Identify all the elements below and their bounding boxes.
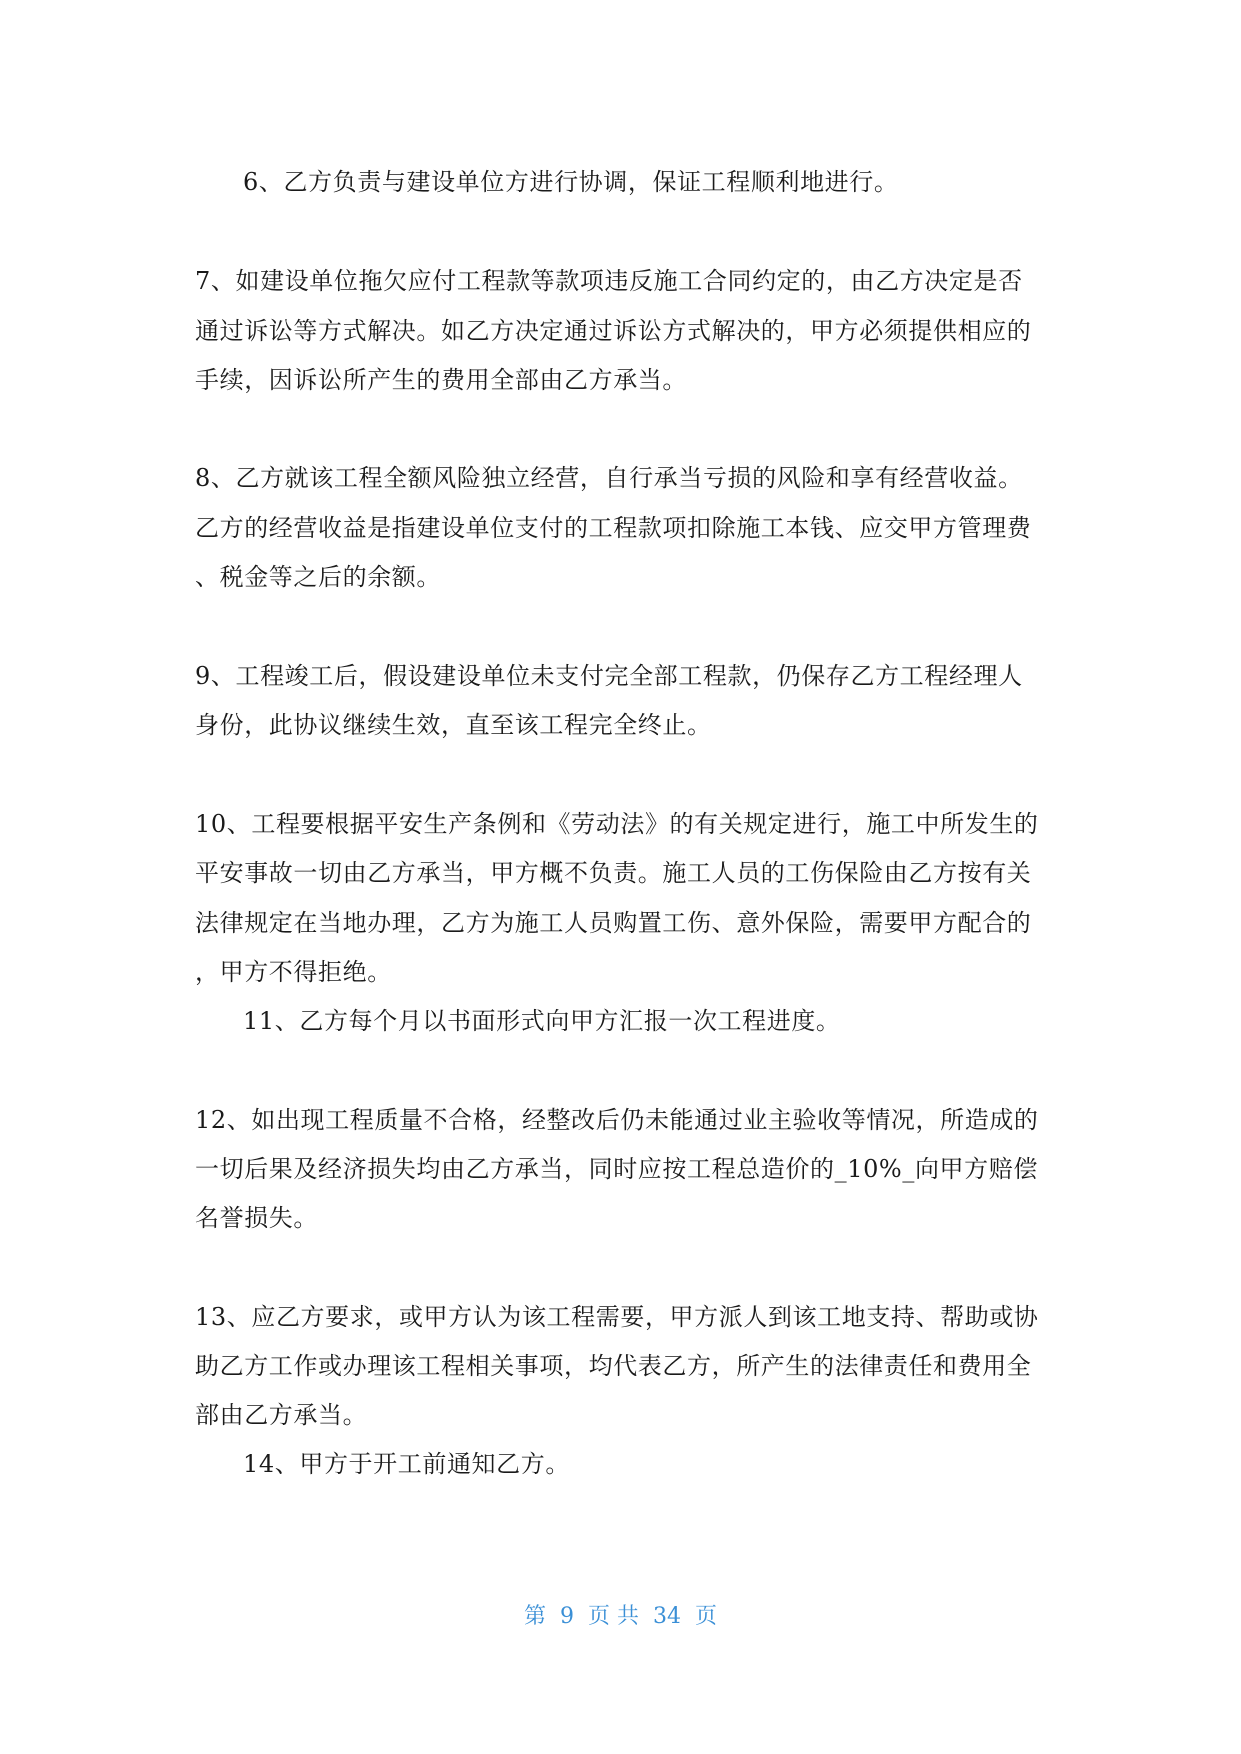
page-number-footer: 第 9 页 共 34 页 xyxy=(524,1604,717,1629)
clause-11-line-1: 11、乙方每个月以书面形式向甲方汇报一次工程进度。 xyxy=(243,1007,841,1035)
clause-14-line-1: 14、甲方于开工前通知乙方。 xyxy=(243,1450,570,1478)
clause-7-line-2: 通过诉讼等方式解决。如乙方决定通过诉讼方式解决的，甲方必须提供相应的 xyxy=(195,317,1032,345)
clause-12-line-1: 12、如出现工程质量不合格，经整改后仍未能通过业主验收等情况，所造成的 xyxy=(195,1106,1039,1134)
clause-12-line-3: 名誉损失。 xyxy=(195,1204,318,1232)
clause-10-line-3: 法律规定在当地办理，乙方为施工人员购置工伤、意外保险，需要甲方配合的 xyxy=(195,909,1032,937)
clause-10-line-4: ，甲方不得拒绝。 xyxy=(195,958,392,986)
clause-12-line-2: 一切后果及经济损失均由乙方承当，同时应按工程总造价的_10%_向甲方赔偿 xyxy=(195,1155,1038,1183)
clause-7-line-1: 7、如建设单位拖欠应付工程款等款项违反施工合同约定的，由乙方决定是否 xyxy=(195,267,1023,295)
clause-13-line-1: 13、应乙方要求，或甲方认为该工程需要，甲方派人到该工地支持、帮助或协 xyxy=(195,1303,1039,1331)
clause-9-line-1: 9、工程竣工后，假设建设单位未支付完全部工程款，仍保存乙方工程经理人 xyxy=(195,662,1023,690)
clause-7-line-3: 手续，因诉讼所产生的费用全部由乙方承当。 xyxy=(195,366,687,394)
clause-8-line-1: 8、乙方就该工程全额风险独立经营，自行承当亏损的风险和享有经营收益。 xyxy=(195,464,1023,492)
clause-10-line-2: 平安事故一切由乙方承当，甲方概不负责。施工人员的工伤保险由乙方按有关 xyxy=(195,859,1032,887)
clause-13-line-2: 助乙方工作或办理该工程相关事项，均代表乙方，所产生的法律责任和费用全 xyxy=(195,1352,1032,1380)
clause-6-line-1: 6、乙方负责与建设单位方进行协调，保证工程顺利地进行。 xyxy=(243,168,899,196)
clause-8-line-2: 乙方的经营收益是指建设单位支付的工程款项扣除施工本钱、应交甲方管理费 xyxy=(195,514,1032,542)
clause-13-line-3: 部由乙方承当。 xyxy=(195,1401,368,1429)
clause-8-line-3: 、税金等之后的余额。 xyxy=(195,563,441,591)
clause-10-line-1: 10、工程要根据平安生产条例和《劳动法》的有关规定进行，施工中所发生的 xyxy=(195,810,1039,838)
clause-9-line-2: 身份，此协议继续生效，直至该工程完全终止。 xyxy=(195,711,712,739)
